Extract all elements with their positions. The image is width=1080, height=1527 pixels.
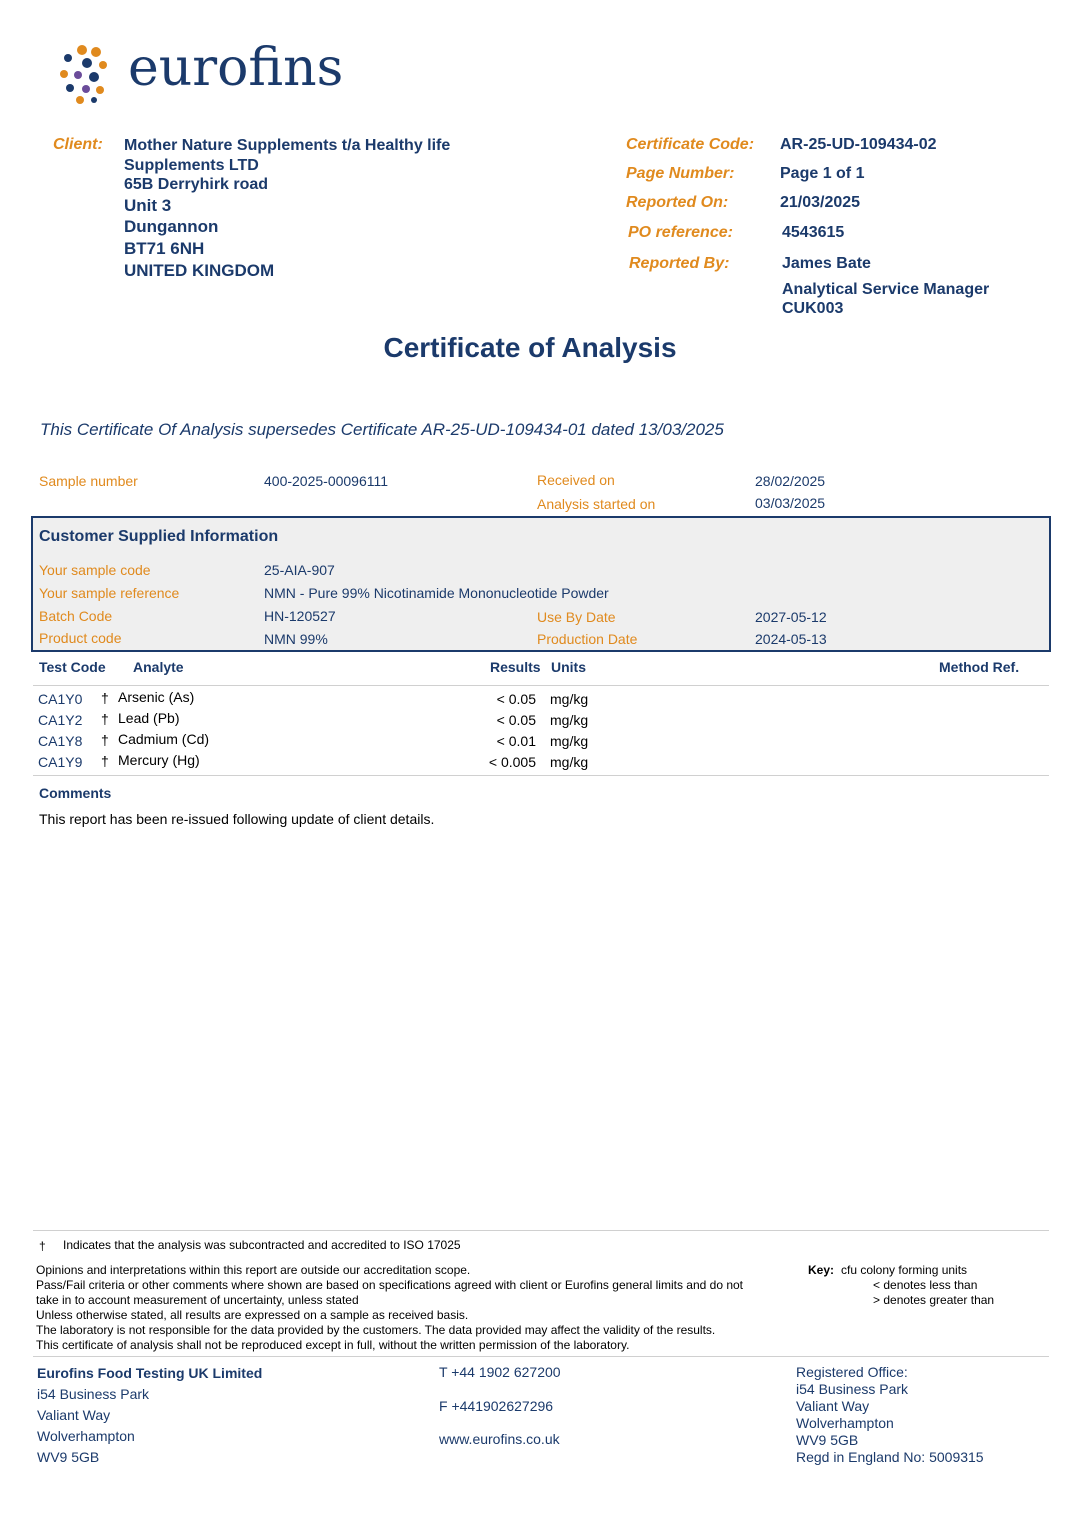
company-address-line: WV9 5GB: [37, 1449, 100, 1465]
disclaimer-line: Pass/Fail criteria or other comments where shown are based on specifications agreed with client or Eurofins general limits and do not: [36, 1278, 744, 1292]
company-address-line: i54 Business Park: [37, 1386, 150, 1402]
page-number: Page 1 of 1: [780, 165, 865, 182]
reported-by-label: Reported By:: [629, 255, 730, 272]
certificate-code-label: Certificate Code:: [626, 136, 755, 153]
key-line: cfu colony forming units: [841, 1263, 968, 1277]
disclaimer-line: Opinions and interpretations within this report are outside our accreditation scope.: [36, 1263, 471, 1277]
client-line: Dungannon: [124, 217, 219, 236]
footer-dagger-symbol: †: [39, 1239, 46, 1253]
supersedes-note: This Certificate Of Analysis supersedes Certificate AR-25-UD-109434-01 dated 13/03/2025: [40, 420, 724, 439]
header-method-ref: Method Ref.: [939, 659, 1020, 675]
footer-divider-top: [33, 1230, 1049, 1231]
result-value: < 0.05: [496, 712, 536, 728]
comments-text: This report has been re-issued following update of client details.: [39, 811, 435, 827]
test-code: CA1Y9: [38, 754, 83, 770]
use-by-date: 2027-05-12: [755, 609, 827, 625]
footer-dagger-note: Indicates that the analysis was subcontracted and accredited to ISO 17025: [63, 1238, 461, 1252]
sample-code-label: Your sample code: [39, 562, 151, 578]
header-analyte: Analyte: [133, 659, 184, 675]
table-bottom-divider: [33, 775, 1049, 776]
registered-office-line: i54 Business Park: [796, 1381, 909, 1397]
result-unit: mg/kg: [550, 754, 589, 770]
header-units: Units: [551, 659, 586, 675]
dagger-mark: †: [101, 732, 109, 748]
eurofins-wordmark: eurofins: [128, 38, 344, 98]
production-date-label: Production Date: [537, 631, 638, 647]
sample-code: 25-AIA-907: [264, 562, 335, 578]
product-code: NMN 99%: [264, 631, 328, 647]
table-header-divider: [33, 685, 1049, 686]
footer-divider-bottom: [33, 1356, 1049, 1357]
website-link[interactable]: www.eurofins.co.uk: [439, 1431, 560, 1447]
header-test-code: Test Code: [39, 659, 106, 675]
analyte-name: Cadmium (Cd): [118, 731, 210, 747]
registered-office-line: WV9 5GB: [796, 1432, 859, 1448]
page-title: Certificate of Analysis: [383, 332, 677, 363]
client-line: Unit 3: [124, 196, 172, 215]
test-code: CA1Y8: [38, 733, 83, 749]
analyte-name: Mercury (Hg): [118, 752, 200, 768]
dagger-mark: †: [101, 753, 109, 769]
registered-office-line: Wolverhampton: [796, 1415, 894, 1431]
header-results: Results: [490, 659, 541, 675]
sample-reference: NMN - Pure 99% Nicotinamide Mononucleotide Powder: [264, 585, 609, 601]
analysis-started-label: Analysis started on: [537, 496, 656, 512]
result-unit: mg/kg: [550, 712, 589, 728]
client-line: BT71 6NH: [124, 239, 205, 258]
client-label: Client:: [53, 136, 103, 153]
company-name: Eurofins Food Testing UK Limited: [37, 1365, 263, 1381]
analyte-name: Arsenic (As): [118, 689, 195, 705]
reported-on-label: Reported On:: [626, 194, 729, 211]
fax: F +441902627296: [439, 1398, 554, 1414]
batch-code-label: Batch Code: [39, 608, 113, 624]
sample-number: 400-2025-00096111: [264, 473, 389, 489]
company-address-line: Wolverhampton: [37, 1428, 135, 1444]
reported-by-code: CUK003: [782, 300, 844, 317]
registered-office-line: Registered Office:: [796, 1364, 908, 1380]
reported-by-title: Analytical Service Manager: [782, 281, 990, 298]
analyte-name: Lead (Pb): [118, 710, 180, 726]
reported-by: James Bate: [782, 255, 871, 272]
received-on-label: Received on: [537, 472, 615, 488]
disclaimer-line: This certificate of analysis shall not be reproduced except in full, without the written permission of the laboratory.: [36, 1338, 630, 1352]
registered-office-line: Regd in England No: 5009315: [796, 1449, 984, 1465]
key-line: < denotes less than: [873, 1278, 978, 1292]
analysis-started: 03/03/2025: [755, 495, 826, 511]
key-line: > denotes greater than: [873, 1293, 995, 1307]
disclaimer-line: Unless otherwise stated, all results are expressed on a sample as received basis.: [36, 1308, 469, 1322]
key-label: Key:: [808, 1263, 835, 1277]
test-code: CA1Y2: [38, 712, 83, 728]
production-date: 2024-05-13: [755, 631, 827, 647]
result-value: < 0.01: [496, 733, 536, 749]
page-number-label: Page Number:: [626, 165, 735, 182]
client-line: UNITED KINGDOM: [124, 261, 275, 280]
result-value: < 0.005: [488, 754, 536, 770]
reported-on: 21/03/2025: [780, 194, 861, 211]
client-line: Supplements LTD: [124, 157, 259, 174]
po-reference-label: PO reference:: [628, 224, 733, 241]
comments-heading: Comments: [39, 785, 112, 801]
disclaimer-line: take in to account measurement of uncertainty, unless stated: [36, 1293, 359, 1307]
batch-code: HN-120527: [264, 608, 336, 624]
company-address-line: Valiant Way: [37, 1407, 111, 1423]
client-line: Mother Nature Supplements t/a Healthy life: [124, 137, 451, 154]
po-reference: 4543615: [782, 224, 845, 241]
result-unit: mg/kg: [550, 733, 589, 749]
sample-reference-label: Your sample reference: [39, 585, 180, 601]
result-value: < 0.05: [496, 691, 536, 707]
received-on: 28/02/2025: [755, 473, 826, 489]
telephone: T +44 1902 627200: [439, 1364, 561, 1380]
customer-info-heading: Customer Supplied Information: [39, 528, 279, 545]
dagger-mark: †: [101, 711, 109, 727]
disclaimer-line: The laboratory is not responsible for the data provided by the customers. The data provided may affect the validity of the results.: [36, 1323, 716, 1337]
product-code-label: Product code: [39, 630, 122, 646]
use-by-date-label: Use By Date: [537, 609, 616, 625]
client-line: 65B Derryhirk road: [124, 176, 269, 193]
registered-office-line: Valiant Way: [796, 1398, 870, 1414]
sample-number-label: Sample number: [39, 473, 138, 489]
certificate-code: AR-25-UD-109434-02: [780, 136, 937, 153]
eurofins-logo-icon: [56, 44, 118, 104]
test-code: CA1Y0: [38, 691, 83, 707]
result-unit: mg/kg: [550, 691, 589, 707]
dagger-mark: †: [101, 690, 109, 706]
